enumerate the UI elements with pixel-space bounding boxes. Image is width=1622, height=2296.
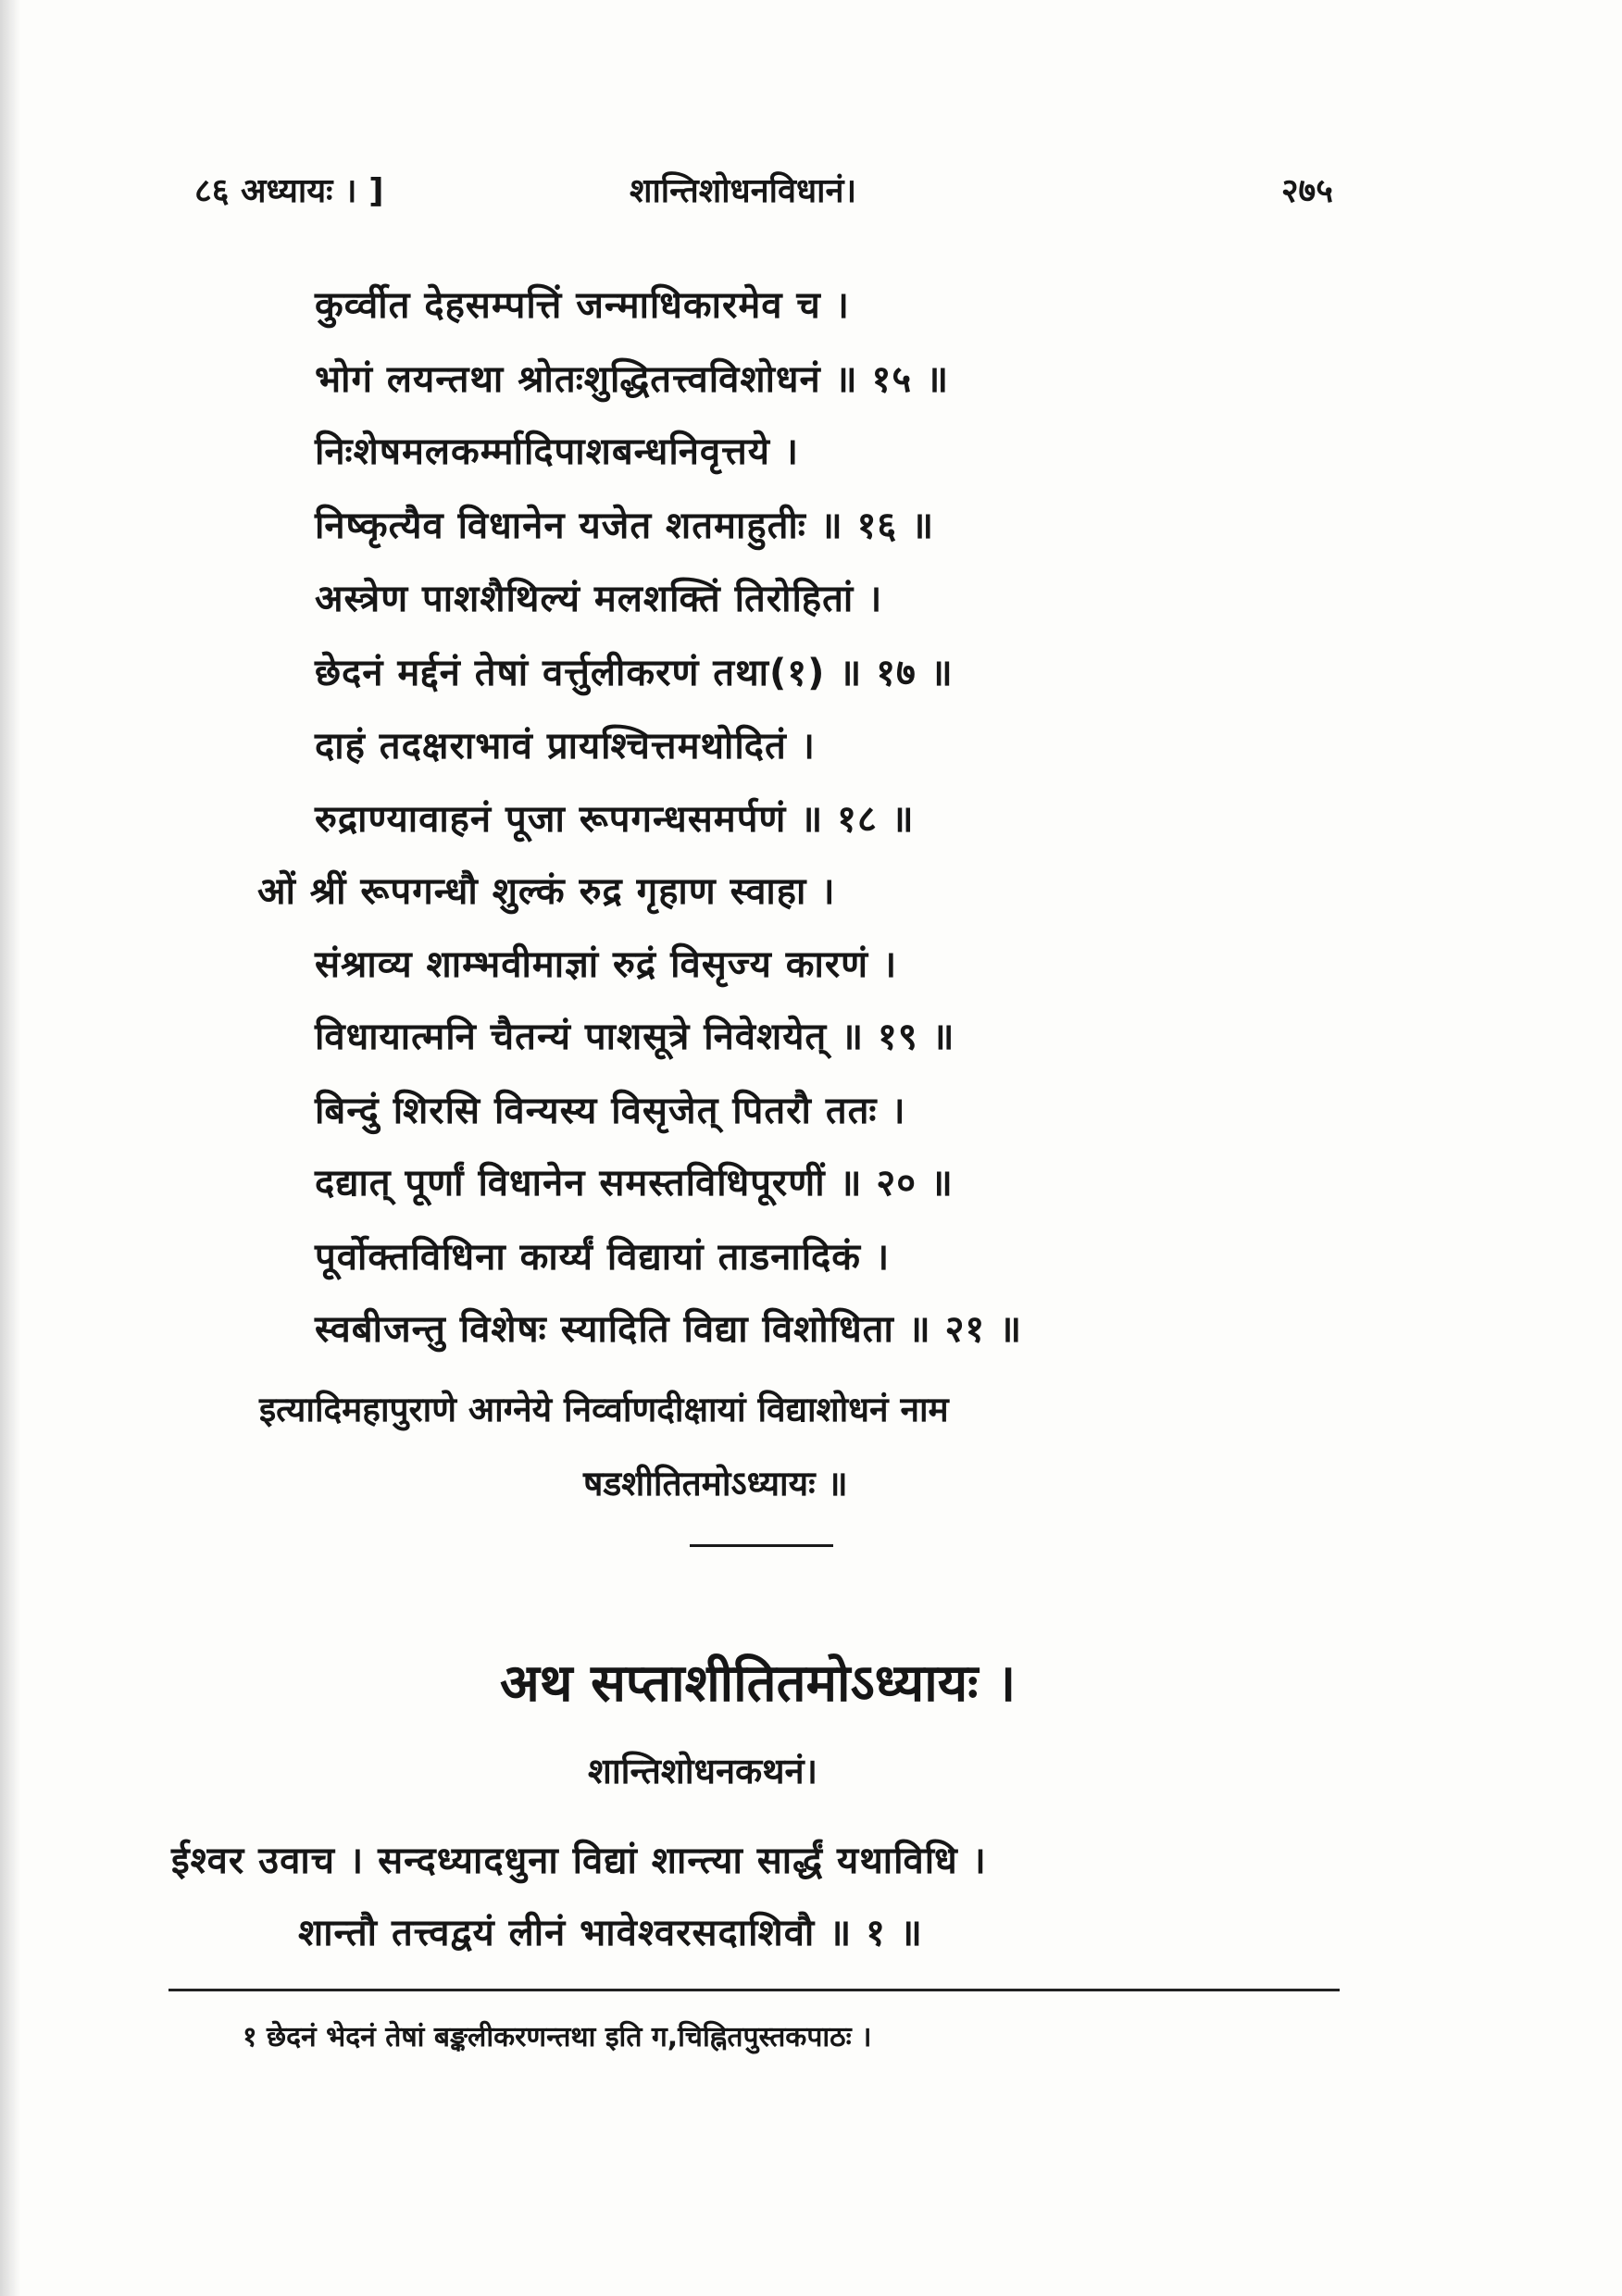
verse-line: दद्यात् पूर्णां विधानेन समस्तविधिपूरणीं ॥ २० ॥ [315, 1162, 954, 1204]
section-divider [690, 1544, 833, 1547]
verse-line: विधायात्मनि चैतन्यं पाशसूत्रे निवेशयेत् ॥ १९ ॥ [315, 1016, 955, 1058]
page-edge-shadow [0, 0, 20, 2296]
verse-line: रुद्राण्यावाहनं पूजा रूपगन्धसमर्पणं ॥ १८ ॥ [315, 798, 915, 841]
footnote: १ छेदनं भेदनं तेषां बङ्कलीकरणन्तथा इति ग,चिह्नितपुस्तकपाठः । [243, 2021, 872, 2053]
verse-line: बिन्दुं शिरसि विन्यस्य विसृजेत् पितरौ ततः । [315, 1090, 906, 1132]
chapter-title: अथ सप्ताशीतितमोऽध्यायः । [500, 1653, 1017, 1714]
opening-verse-line: शान्तौ तत्त्वद्वयं लीनं भावेश्वरसदाशिवौ ॥ १ ॥ [298, 1912, 923, 1954]
verse-line: दाहं तदक्षराभावं प्रायश्चित्तमथोदितं । [315, 725, 816, 767]
verse-line: निष्कृत्यैव विधानेन यजेत शतमाहुतीः ॥ १६ ॥ [315, 505, 935, 547]
colophon-line: षडशीतितमोऽध्यायः ॥ [583, 1464, 848, 1504]
verse-line: निःशेषमलकर्म्मादिपाशबन्धनिवृत्तये । [315, 430, 800, 473]
running-head [194, 167, 1333, 222]
mantra-line: ओं श्रीं रूपगन्धौ शुल्कं रुद्र गृहाण स्वाहा । [257, 870, 836, 913]
page-number: २७५ [1280, 172, 1333, 210]
verse-line: स्वबीजन्तु विशेषः स्यादिति विद्या विशोधिता ॥ २१ ॥ [315, 1308, 1023, 1351]
verse-line: कुर्व्वीत देहसम्पत्तिं जन्माधिकारमेव च । [315, 284, 850, 327]
running-title: शान्तिशोधनविधानं। [630, 172, 857, 210]
opening-verse-line: ईश्वर उवाच । सन्दध्यादधुना विद्यां शान्त्या सार्द्धं यथाविधि । [171, 1840, 987, 1882]
verse-line: छेदनं मर्द्दनं तेषां वर्त्तुलीकरणं तथा(१) ॥ १७ ॥ [315, 652, 954, 694]
footnote-rule [168, 1989, 1340, 1991]
verse-line: अस्त्रेण पाशशैथिल्यं मलशक्तिं तिरोहितां । [315, 578, 883, 620]
chapter-reference: ८६ अध्यायः । ] [194, 172, 384, 210]
verse-line: संश्राव्य शाम्भवीमाज्ञां रुद्रं विसृज्य कारणं । [315, 943, 898, 986]
section-title: शान्तिशोधनकथनं। [588, 1751, 817, 1791]
colophon-line: इत्यादिमहापुराणे आग्नेये निर्व्वाणदीक्षायां विद्याशोधनं नाम [259, 1390, 949, 1429]
verse-line: पूर्वोक्तविधिना कार्य्यं विद्यायां ताडनादिकं । [315, 1236, 891, 1279]
verse-line: भोगं लयन्तथा श्रोतःशुद्धितत्त्वविशोधनं ॥ १५ ॥ [315, 358, 950, 401]
